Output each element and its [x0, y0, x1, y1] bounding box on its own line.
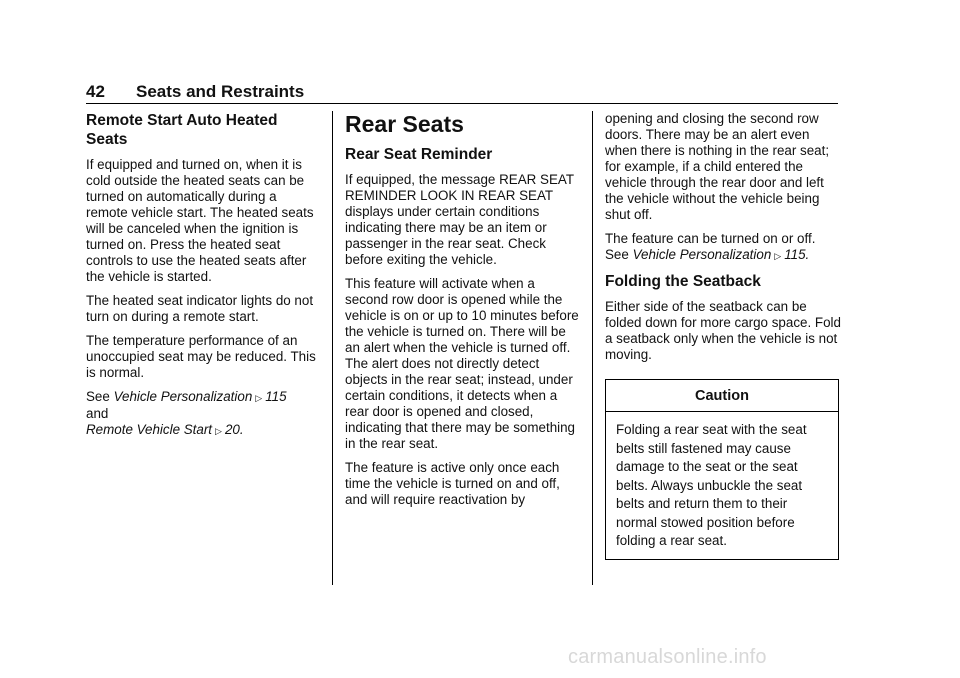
- vehicle-personalization-page[interactable]: 115: [265, 389, 287, 404]
- vehicle-personalization-link[interactable]: Vehicle Personalization: [113, 389, 253, 404]
- remote-start-paragraph-2: The heated seat indicator lights do not turn on during a remote start.: [86, 293, 314, 324]
- feature-toggle-text: The feature can be turned on or off. See: [605, 231, 816, 262]
- reminder-paragraph-3: The feature is active only once each time the vehicle is turned on and off, and will require reactivation by: [345, 460, 560, 507]
- column-3: [605, 111, 841, 560]
- column-divider-2: [592, 111, 593, 585]
- folding-paragraph: Either side of the seatback can be folded down for more cargo space. Fold a seatback only when the vehicle is not moving.: [605, 299, 841, 362]
- remote-vehicle-start-page[interactable]: 20: [224, 422, 240, 437]
- reminder-paragraph-4: opening and closing the second row doors. There may be an alert even when there is nothing in the rear seat; for example, if a child entered the vehicle through the rear door and left the vehicle without the vehicle being shut off.: [605, 111, 830, 222]
- watermark: carmanualsonline.info: [568, 646, 767, 668]
- remote-start-heading: Remote Start Auto Heated Seats: [86, 112, 278, 148]
- page-number: 42: [86, 82, 105, 101]
- rear-seat-reminder-heading: Rear Seat Reminder: [345, 146, 493, 163]
- see-references: [86, 389, 321, 439]
- reference-period: .: [239, 422, 244, 437]
- rear-seats-title: Rear Seats: [345, 111, 464, 137]
- and-text: and: [86, 406, 109, 421]
- vehicle-personalization-link-2[interactable]: Vehicle Personalization: [632, 247, 772, 262]
- remote-vehicle-start-link[interactable]: Remote Vehicle Start: [86, 422, 213, 437]
- column-divider-1: [332, 111, 333, 585]
- reminder-paragraph-2: This feature will activate when a second row door is opened while the vehicle is on or up to 10 minutes before the vehicle is turned on. There will be an alert when the vehicle is turned off. The alert does not directly detect objects in the rear seat; instead, under certain conditions, it detects when a rear door is opened and closed, indicating that there may be something in the rear seat.: [345, 276, 579, 451]
- remote-start-paragraph-1: If equipped and turned on, when it is cold outside the heated seats can be turned on automatically during a remote vehicle start. The heated seats will be canceled when the ignition is turned on. Press the heated seat controls to use the heated seats after the vehicle is started.: [86, 157, 314, 284]
- page-reference-icon: ▷: [774, 251, 782, 261]
- reminder-paragraph-1: If equipped, the message REAR SEAT REMINDER LOOK IN REAR SEAT displays under certain conditions indicating there may be an item or passenger in the rear seat. Check before exiting the vehicle.: [345, 172, 574, 267]
- column-1: [86, 111, 321, 447]
- vehicle-personalization-page-2[interactable]: 115.: [784, 247, 810, 262]
- column-2: [345, 111, 581, 516]
- header-divider: [86, 103, 838, 104]
- page-header: [86, 82, 838, 104]
- caution-text: Folding a rear seat with the seat belts still fastened may cause damage to the seat or the seat belts. Always unbuckle the seat belts and return them to their normal stowed position before folding a rear seat.: [616, 422, 807, 548]
- caution-title: Caution: [606, 380, 838, 412]
- remote-start-paragraph-3: The temperature performance of an unoccupied seat may be reduced. This is normal.: [86, 333, 316, 380]
- reminder-paragraph-5: [605, 231, 841, 264]
- caution-box: [605, 379, 839, 560]
- section-title: Seats and Restraints: [136, 82, 305, 101]
- page-reference-icon: ▷: [215, 426, 222, 436]
- see-label: See: [86, 389, 110, 404]
- folding-seatback-heading: Folding the Seatback: [605, 273, 761, 290]
- page-reference-icon: ▷: [255, 393, 263, 403]
